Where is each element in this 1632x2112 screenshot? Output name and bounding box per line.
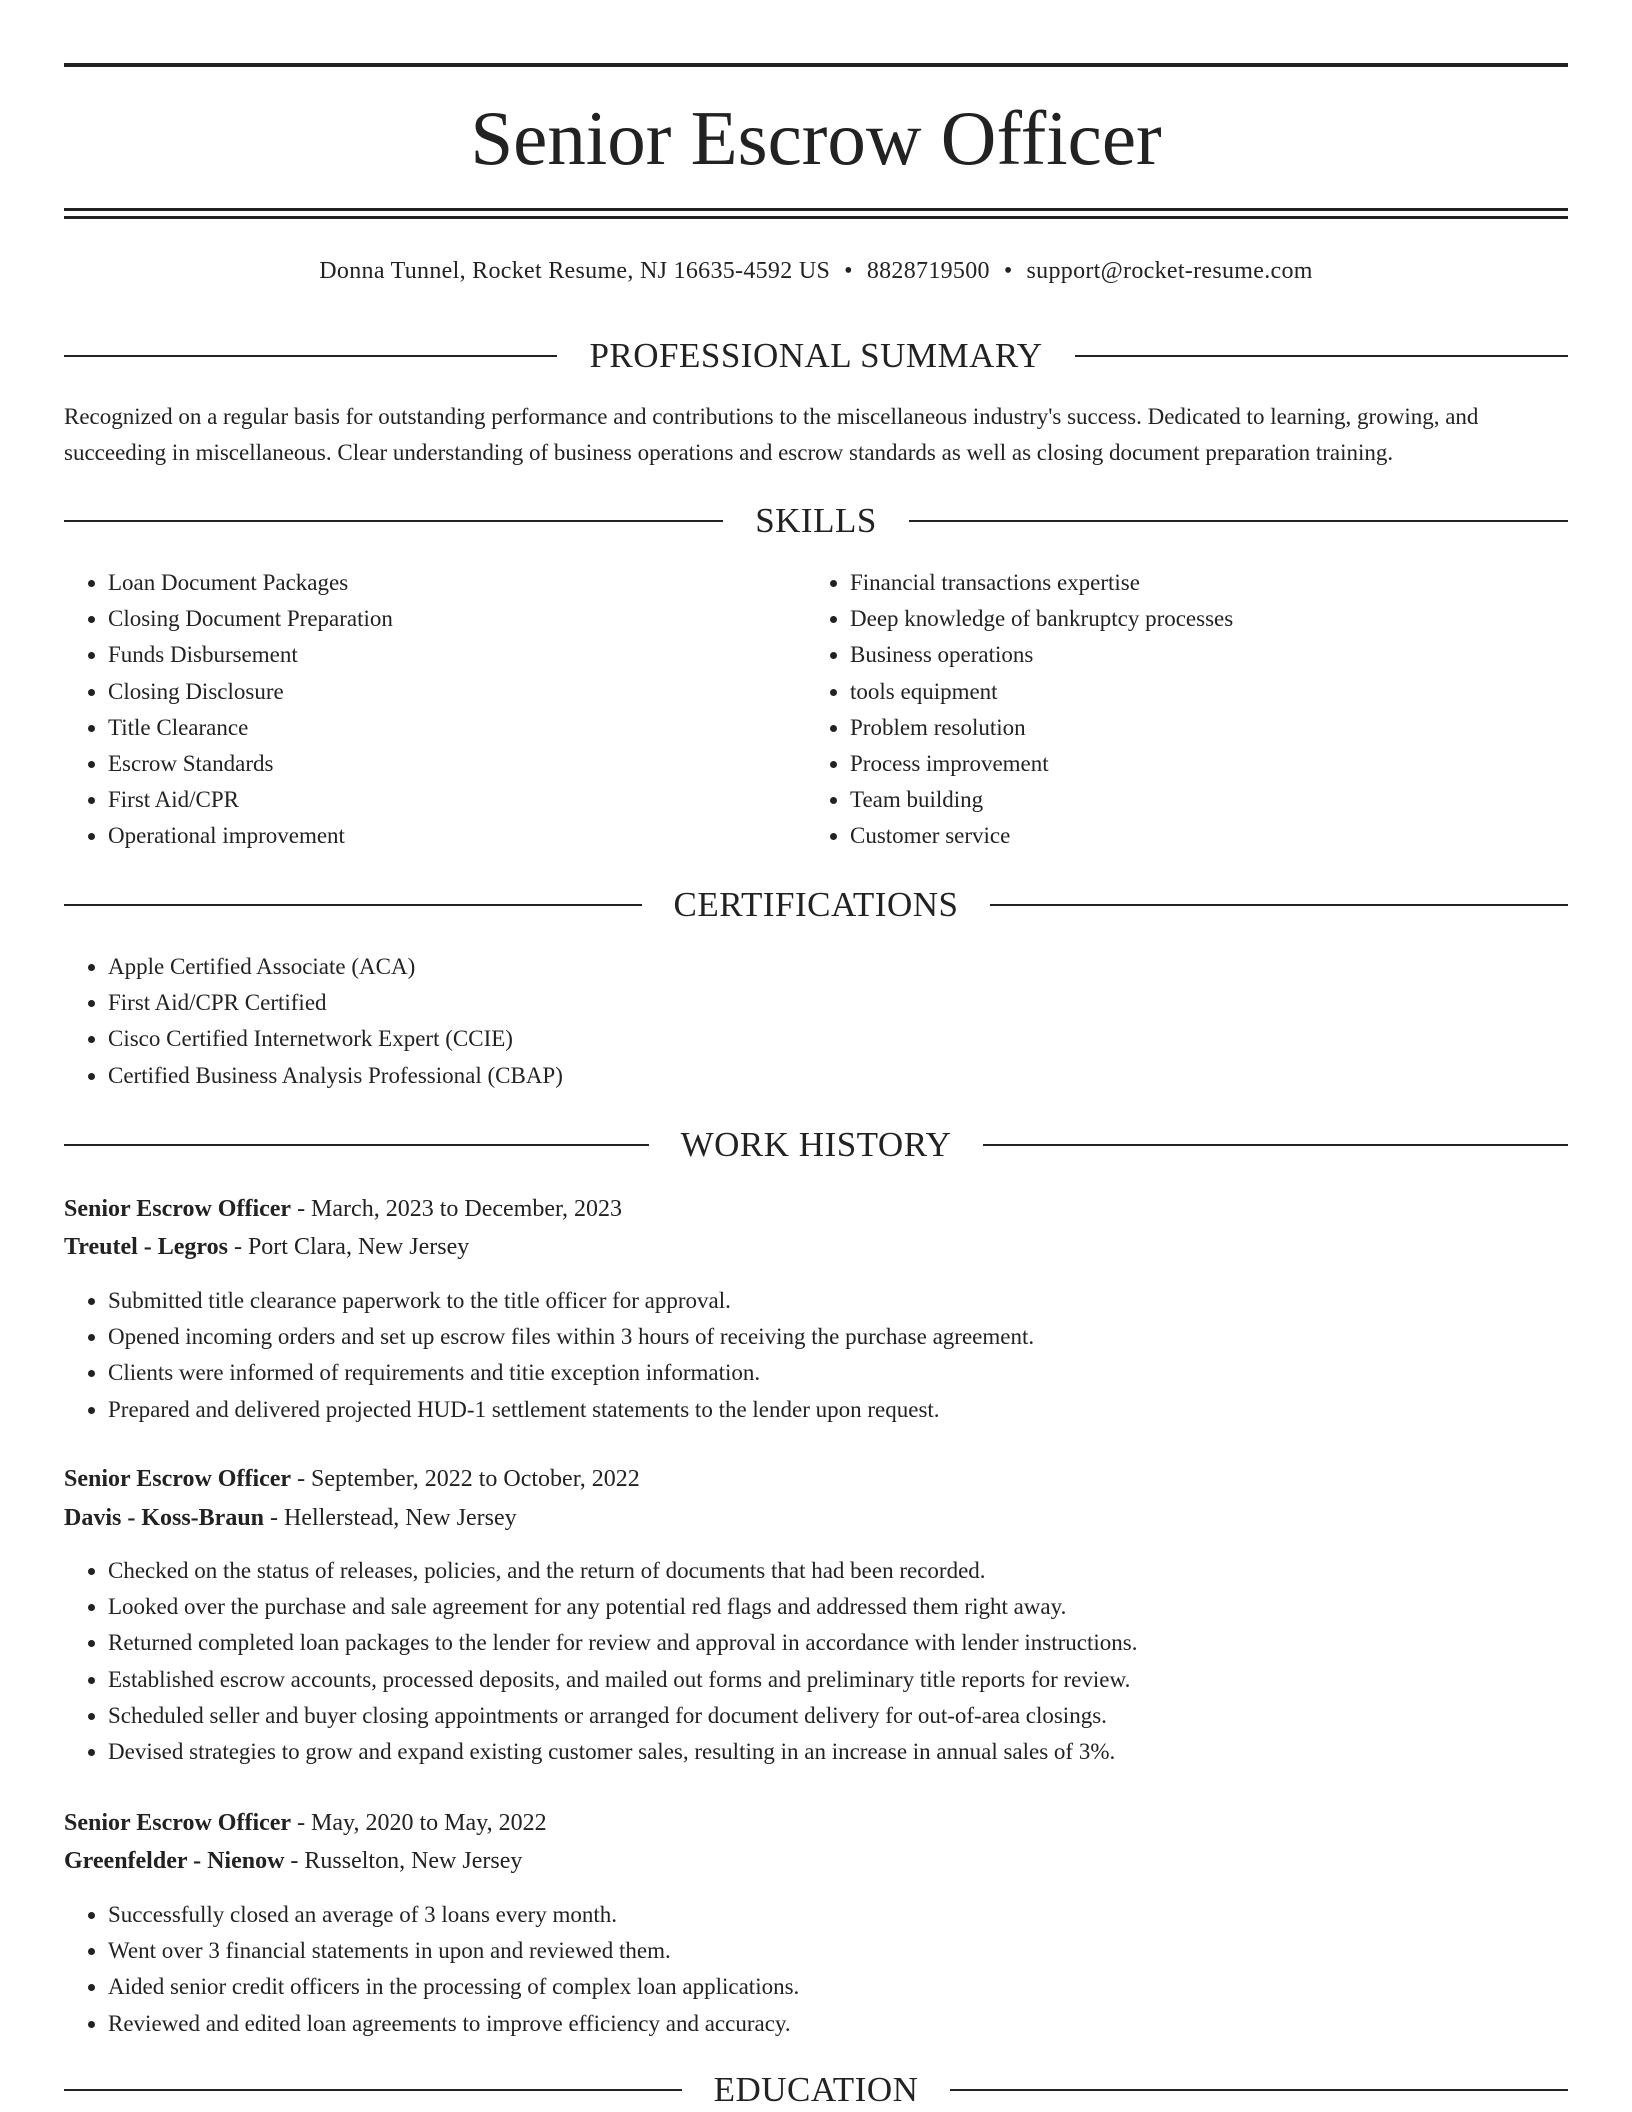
section-header-summary bbox=[64, 334, 1568, 378]
job-bullet: • Opened incoming orders and set up escrow files within 3 hours of receiving the purchase agreement. bbox=[108, 1319, 1588, 1355]
job-location: - Port Clara, New Jersey bbox=[227, 1234, 470, 1260]
certification-item: • Cisco Certified Internetwork Expert (CCIE) bbox=[108, 1021, 1508, 1057]
section-header-work-history bbox=[64, 1123, 1568, 1167]
top-rule bbox=[64, 63, 1568, 67]
job-title: Senior Escrow Officer bbox=[64, 1810, 292, 1836]
job-dates: - September, 2022 to October, 2022 bbox=[291, 1466, 640, 1492]
skill-item: • Customer service bbox=[850, 818, 1550, 854]
job-bullet: • Scheduled seller and buyer closing appointments or arranged for document delivery for out-of-area closings. bbox=[108, 1698, 1588, 1734]
title-double-rule-upper bbox=[64, 208, 1568, 211]
section-title-education: EDUCATION bbox=[713, 2070, 919, 2109]
job-bullet: • Aided senior credit officers in the processing of complex loan applications. bbox=[108, 1969, 1588, 2005]
skill-item: • Business operations bbox=[850, 637, 1550, 673]
section-rule bbox=[983, 1144, 1568, 1146]
skill-item: • Process improvement bbox=[850, 746, 1550, 782]
contact-separator: • bbox=[1003, 258, 1013, 284]
job-bullets bbox=[64, 1553, 1588, 1770]
certification-item: • Apple Certified Associate (ACA) bbox=[108, 949, 1508, 985]
skill-item: • Deep knowledge of bankruptcy processes bbox=[850, 601, 1550, 637]
job-company: Greenfelder - Nienow bbox=[64, 1848, 285, 1874]
job-bullets bbox=[64, 1897, 1588, 2042]
section-rule bbox=[990, 904, 1568, 906]
section-rule bbox=[64, 355, 557, 357]
job-bullet: • Checked on the status of releases, policies, and the return of documents that had been recorded. bbox=[108, 1553, 1588, 1589]
job-company: Treutel - Legros bbox=[64, 1234, 228, 1260]
job-title-line bbox=[64, 1804, 547, 1842]
certification-item: • First Aid/CPR Certified bbox=[108, 985, 1508, 1021]
job-bullet: • Returned completed loan packages to the lender for review and approval in accordance with lender instructions. bbox=[108, 1625, 1588, 1661]
section-rule bbox=[64, 2089, 682, 2091]
job-bullet: • Submitted title clearance paperwork to the title officer for approval. bbox=[108, 1283, 1588, 1319]
section-title-certifications: CERTIFICATIONS bbox=[673, 885, 959, 924]
job-location: - Hellerstead, New Jersey bbox=[264, 1505, 517, 1531]
skills-list-left bbox=[64, 565, 788, 855]
skills-list-right bbox=[806, 565, 1550, 855]
section-title-skills: SKILLS bbox=[755, 501, 877, 540]
contact-address: Donna Tunnel, Rocket Resume, NJ 16635-4592 US bbox=[319, 258, 831, 284]
skill-item: • Closing Disclosure bbox=[108, 674, 788, 710]
job-title: Senior Escrow Officer bbox=[64, 1196, 292, 1222]
job-bullet: • Established escrow accounts, processed deposits, and mailed out forms and preliminary title reports for review. bbox=[108, 1662, 1588, 1698]
skill-item: • Problem resolution bbox=[850, 710, 1550, 746]
job-dates: - May, 2020 to May, 2022 bbox=[291, 1810, 547, 1836]
contact-line bbox=[64, 254, 1568, 288]
job-company-line bbox=[64, 1228, 469, 1266]
section-rule bbox=[64, 904, 642, 906]
skill-item: • Loan Document Packages bbox=[108, 565, 788, 601]
job-company-line bbox=[64, 1499, 517, 1537]
title-double-rule-lower bbox=[64, 216, 1568, 219]
job-bullet: • Devised strategies to grow and expand existing customer sales, resulting in an increase in annual sales of 3%. bbox=[108, 1734, 1588, 1770]
contact-email: support@rocket-resume.com bbox=[1026, 258, 1313, 284]
skill-item: • Team building bbox=[850, 782, 1550, 818]
section-title-work-history: WORK HISTORY bbox=[680, 1125, 952, 1164]
section-header-education bbox=[64, 2068, 1568, 2112]
section-header-certifications bbox=[64, 883, 1568, 927]
job-bullet: • Clients were informed of requirements and titie exception information. bbox=[108, 1355, 1588, 1391]
job-location: - Russelton, New Jersey bbox=[284, 1848, 523, 1874]
job-title-line bbox=[64, 1190, 622, 1228]
section-title-summary: PROFESSIONAL SUMMARY bbox=[589, 336, 1043, 375]
skill-item: • Escrow Standards bbox=[108, 746, 788, 782]
section-rule bbox=[64, 520, 723, 522]
job-bullet: • Reviewed and edited loan agreements to improve efficiency and accuracy. bbox=[108, 2006, 1588, 2042]
section-rule bbox=[950, 2089, 1568, 2091]
job-company: Davis - Koss-Braun bbox=[64, 1505, 265, 1531]
job-title: Senior Escrow Officer bbox=[64, 1466, 292, 1492]
section-rule bbox=[1075, 355, 1568, 357]
skill-item: • Closing Document Preparation bbox=[108, 601, 788, 637]
skill-item: • First Aid/CPR bbox=[108, 782, 788, 818]
job-bullet: • Looked over the purchase and sale agreement for any potential red flags and addressed them right away. bbox=[108, 1589, 1588, 1625]
skill-item: • Funds Disbursement bbox=[108, 637, 788, 673]
certifications-list bbox=[64, 949, 1508, 1094]
skill-item: • Financial transactions expertise bbox=[850, 565, 1550, 601]
page-title: Senior Escrow Officer bbox=[470, 95, 1162, 181]
job-company-line bbox=[64, 1842, 522, 1880]
certification-item: • Certified Business Analysis Professional (CBAP) bbox=[108, 1058, 1508, 1094]
section-header-skills bbox=[64, 499, 1568, 543]
job-dates: - March, 2023 to December, 2023 bbox=[291, 1196, 622, 1222]
job-title-line bbox=[64, 1460, 640, 1498]
job-bullet: • Successfully closed an average of 3 loans every month. bbox=[108, 1897, 1588, 1933]
section-rule bbox=[64, 1144, 649, 1146]
job-bullets bbox=[64, 1283, 1588, 1428]
contact-separator: • bbox=[844, 258, 853, 284]
section-rule bbox=[909, 520, 1568, 522]
summary-text: Recognized on a regular basis for outstanding performance and contributions to the miscellaneous industry's success. Dedicated to learning, growing, and succeeding in miscellaneous. Clear understanding of business operations and escrow standards as well as closing document preparation training. bbox=[64, 404, 1479, 465]
skill-item: • Title Clearance bbox=[108, 710, 788, 746]
skill-item: • Operational improvement bbox=[108, 818, 788, 854]
job-bullet: • Prepared and delivered projected HUD-1 settlement statements to the lender upon request. bbox=[108, 1392, 1588, 1428]
job-bullet: • Went over 3 financial statements in upon and reviewed them. bbox=[108, 1933, 1588, 1969]
contact-phone: 8828719500 bbox=[866, 258, 990, 284]
skill-item: • tools equipment bbox=[850, 674, 1550, 710]
